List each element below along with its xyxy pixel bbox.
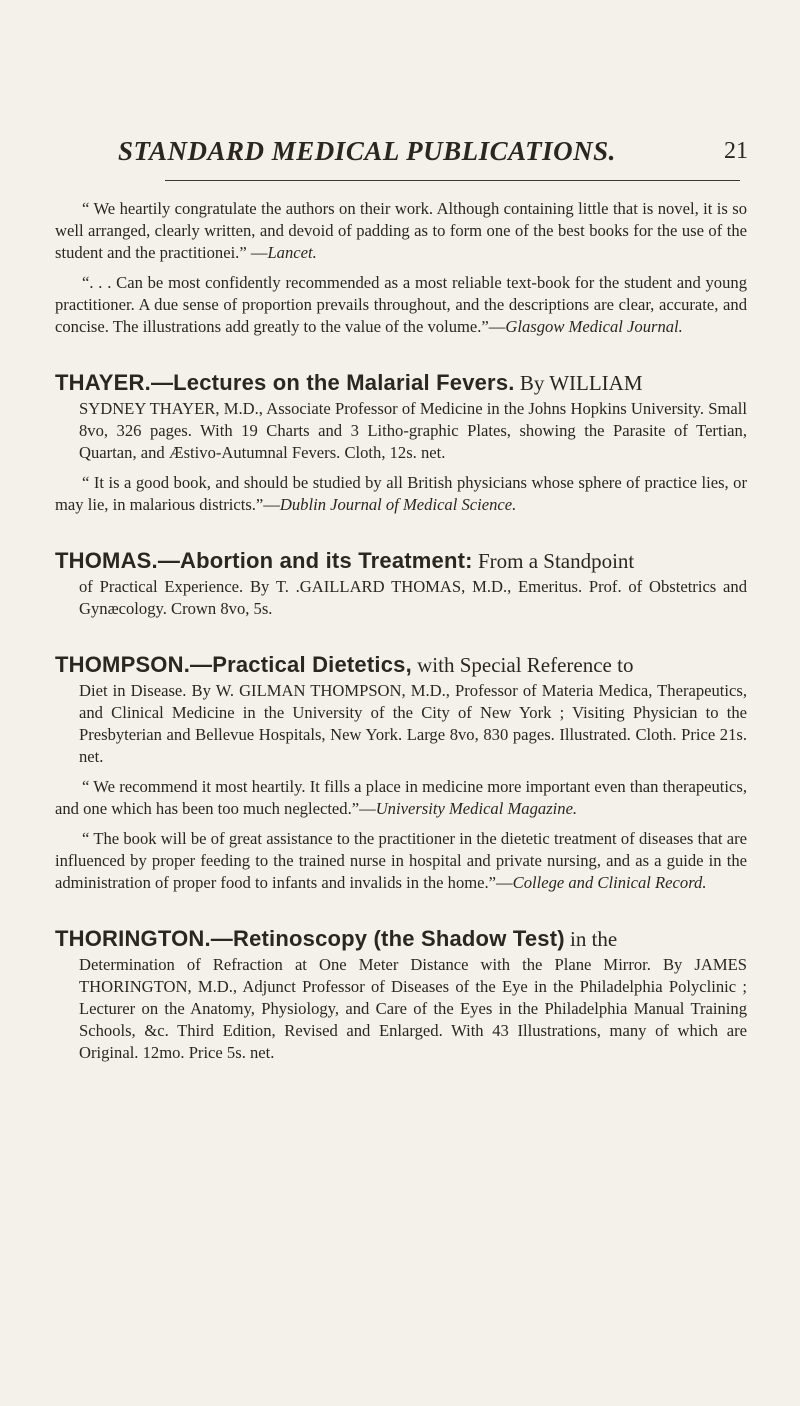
entry-description <box>55 546 747 620</box>
review-text: “ We heartily congratulate the authors on their work. Although containing little that is novel, it is so well arranged, clearly written, and devoid of padding as to form one of the best books for the use of the student and the practitionei.” — <box>55 199 747 262</box>
entry-author: THORINGTON. <box>55 926 211 951</box>
catalog-entry-thompson <box>55 650 747 894</box>
catalog-entry-thorington <box>55 924 747 1064</box>
review-source: Lancet. <box>267 243 317 262</box>
review-text: “ The book will be of great assistance to the practitioner in the dietetic treatment of diseases that are influenced by proper feeding to the trained nurse in hospital and private nursing, and as a guide in the administration of proper food to infants and invalids in the home.”— <box>55 829 747 892</box>
entry-byline: By WILLIAM <box>514 371 643 395</box>
review-quote <box>55 272 747 338</box>
entry-byline: with Special Reference to <box>411 653 634 677</box>
catalog-entry-thomas <box>55 546 747 620</box>
entry-details: Determination of Refraction at One Meter Distance with the Plane Mirror. By JAMES THORINGTON, M.D., Adjunct Professor of Diseases of the Eye in the Philadelphia Polyclinic ; Lecturer on the Anatomy, Physiology, and Care of the Eyes in the Philadelphia Manual Training Schools, &c. Third Edition, Revised and Enlarged. With 43 Illustrations, many of which are Original. 12mo. Price 5s. net. <box>79 955 747 1062</box>
running-title: STANDARD MEDICAL PUBLICATIONS. <box>118 136 616 166</box>
review-source: College and Clinical Record. <box>512 873 707 892</box>
review-text: “ It is a good book, and should be studied by all British physicians whose sphere of practice lies, or may lie, in malarious districts.”— <box>55 473 747 514</box>
entry-author: THOMAS. <box>55 548 158 573</box>
page-content <box>55 198 747 1064</box>
entry-details: SYDNEY THAYER, M.D., Associate Professor of Medicine in the Johns Hopkins University. Small 8vo, 326 pages. With 19 Charts and 3 Litho-graphic Plates, showing the Parasite of Tertian, Quartan, and Æstivo-Autumnal Fevers. Cloth, 12s. net. <box>79 399 747 462</box>
entry-description <box>55 924 747 1064</box>
entry-author: THOMPSON. <box>55 652 191 677</box>
review-source: University Medical Magazine. <box>375 799 578 818</box>
review-quote <box>55 472 747 516</box>
entry-title: —Lectures on the Malarial Fevers. <box>150 370 515 395</box>
entry-details: of Practical Experience. By T. .GAILLARD THOMAS, M.D., Emeritus. Prof. of Obstetrics and Gynæcology. Crown 8vo, 5s. <box>79 577 747 618</box>
review-quote <box>55 828 747 894</box>
review-quote <box>55 776 747 820</box>
entry-author: THAYER. <box>55 370 151 395</box>
entry-byline: From a Standpoint <box>472 549 635 573</box>
entry-title: —Abortion and its Treatment: <box>157 548 473 573</box>
entry-description <box>55 650 747 768</box>
entry-title: —Retinoscopy (the Shadow Test) <box>210 926 565 951</box>
catalog-entry-thayer <box>55 368 747 516</box>
review-source: Glasgow Medical Journal. <box>505 317 683 336</box>
review-text: “. . . Can be most confidently recommended as a most reliable text-book for the student and young practitioner. A due sense of proportion prevails throughout, and the descriptions are clear, accurate, and concise. The illustrations add greatly to the value of the volume.”— <box>55 273 747 336</box>
header-rule <box>165 180 740 181</box>
entry-description <box>55 368 747 464</box>
running-head <box>118 136 748 174</box>
entry-byline: in the <box>564 927 618 951</box>
entry-title: —Practical Dietetics, <box>190 652 412 677</box>
page-number: 21 <box>724 138 748 164</box>
review-source: Dublin Journal of Medical Science. <box>279 495 517 514</box>
entry-details: Diet in Disease. By W. GILMAN THOMPSON, M.D., Professor of Materia Medica, Therapeutics, and Clinical Medicine in the University of the City of New York ; Visiting Physician to the Presbyterian and Bellevue Hospitals, New York. Large 8vo, 830 pages. Illustrated. Cloth. Price 21s. net. <box>79 681 747 766</box>
review-quote <box>55 198 747 264</box>
review-text: “ We recommend it most heartily. It fills a place in medicine more important even than therapeutics, and one which has been too much neglected.”— <box>55 777 747 818</box>
